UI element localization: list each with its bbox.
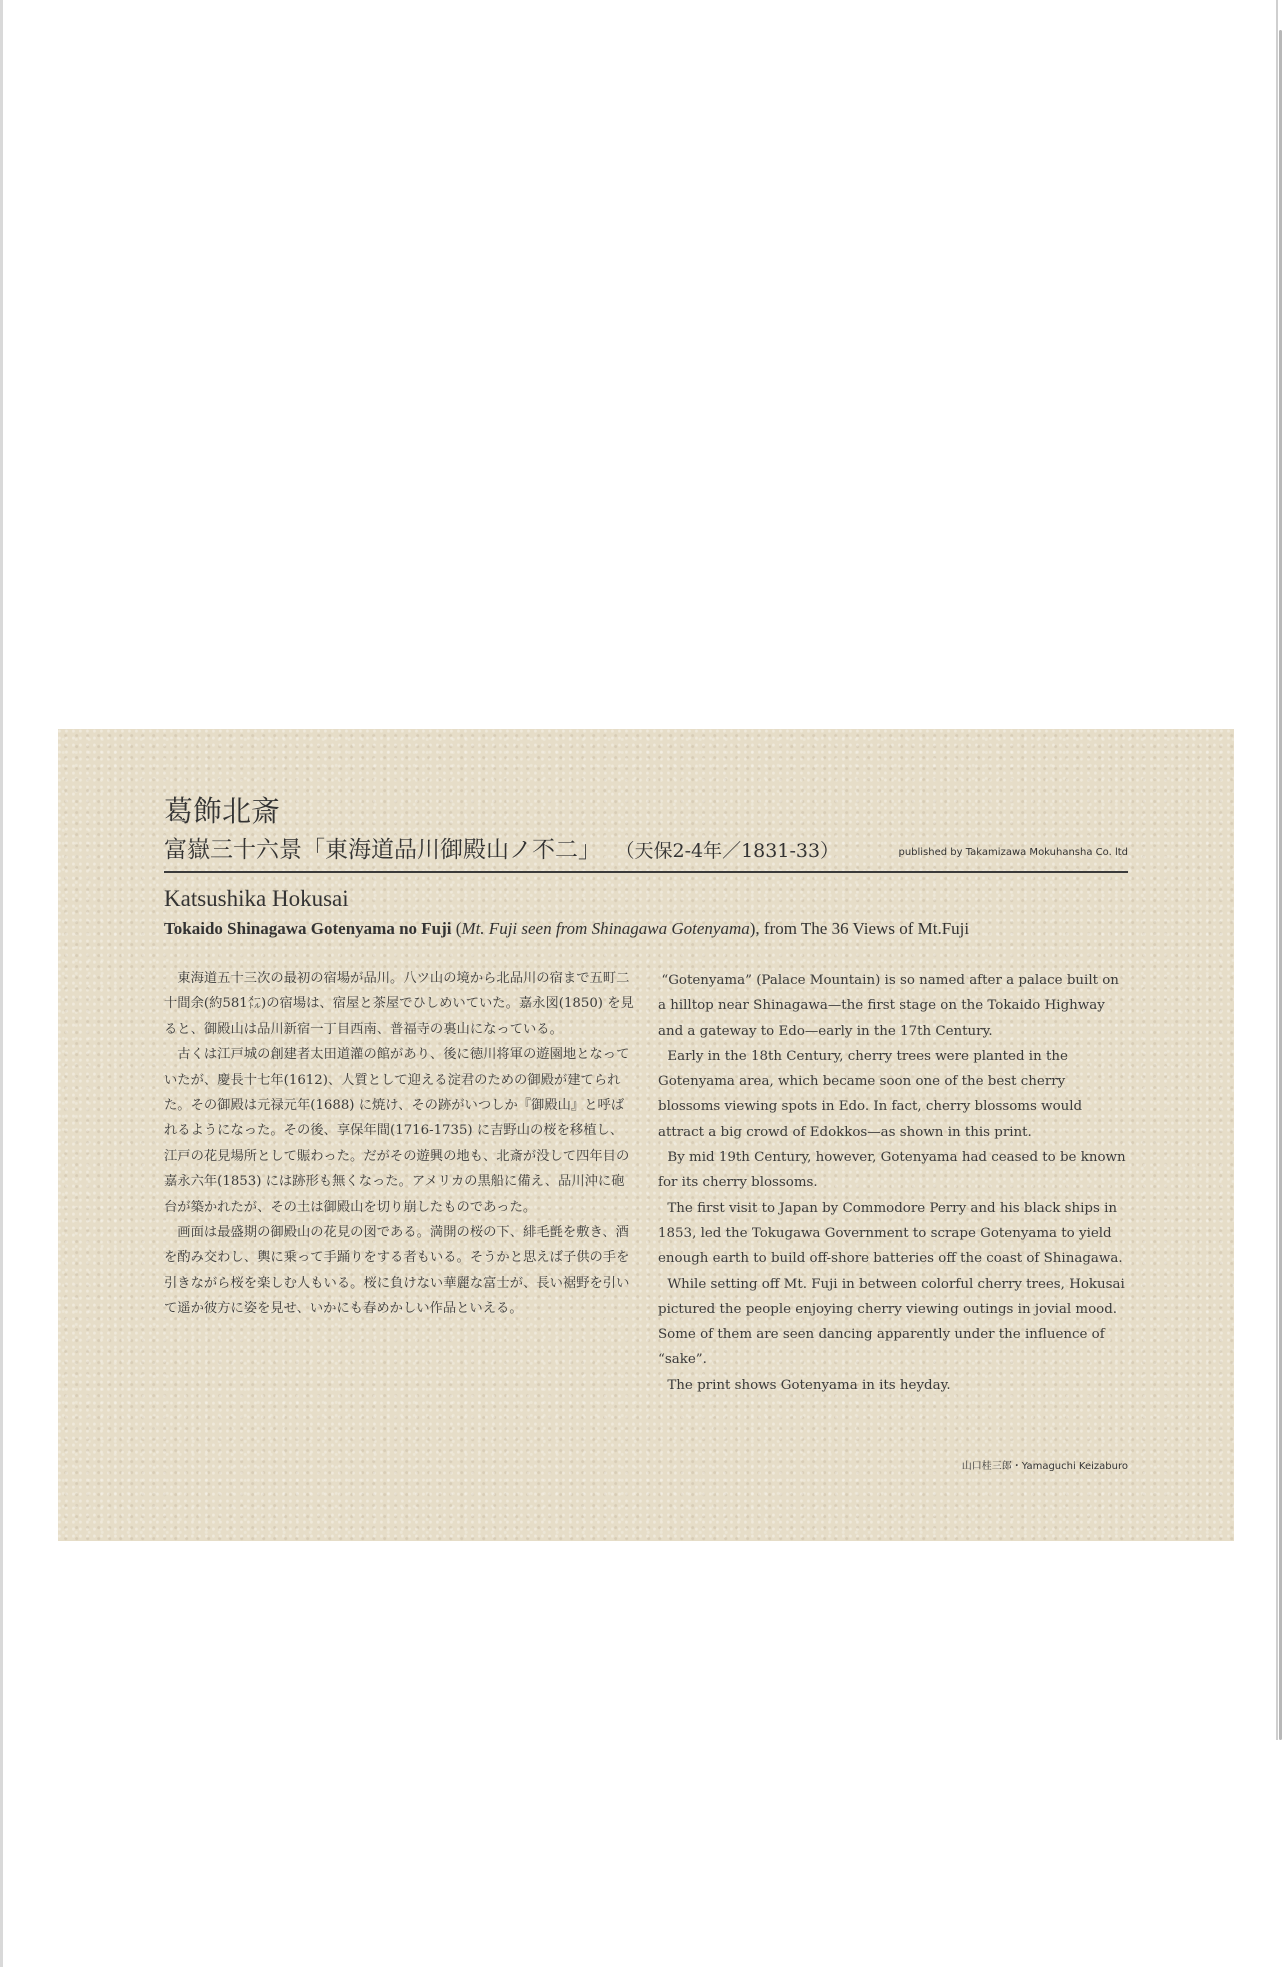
scrollbar[interactable] (1279, 30, 1282, 1740)
en-title-bold: Tokaido Shinagawa Gotenyama no Fuji (164, 919, 452, 938)
jp-paragraph: 古くは江戸城の創建者太田道灌の館があり、後に徳川将軍の遊園地となっていたが、慶長十七年(1612)、人質として迎える淀君のための御殿が建てられた。その御殿は元禄元年(1688) に焼け、その跡がいつしか『御殿山』と呼ばれるようになった。その後、享保年間(1716-1735) に吉野山の桜を移植し、江戸の花見場所として賑わった。だがその遊興の地も、北斎が没して四年目の嘉永六年(1853) には跡形も無くなった。アメリカの黒船に備え、品川沖に砲台が築かれたが、その土は御殿山を切り崩したものであった。 (164, 1047, 630, 1215)
header-divider (164, 871, 1128, 873)
en-paragraph: The first visit to Japan by Commodore Perry and his black ships in 1853, led the Tokugawa Government to scrape Gotenyama to yield enough earth to build off-shore batteries off the coast of Shinagawa. (658, 1200, 1123, 1267)
en-paragraph: “Gotenyama” (Palace Mountain) is so named after a palace built on a hilltop near Shinagawa—the first stage on the Tokaido Highway and a gateway to Edo—early in the 17th Century. (658, 973, 1119, 1039)
jp-date-range: （天保2-4年／1831-33） (625, 840, 840, 862)
jp-artist-name: 葛飾北斎 (164, 794, 281, 828)
en-paragraph: Early in the 18th Century, cherry trees were planted in the Gotenyama area, which became soon one of the best cherry blossoms viewing spots in Edo. In fact, cherry blossoms would attract a big crowd of Edokkos—as shown in this print. (658, 1048, 1083, 1140)
author-credit: 山口桂三郎・Yamaguchi Keizaburo (961, 1461, 1128, 1472)
en-print-title (164, 919, 1128, 939)
en-title-italic: Mt. Fuji seen from Shinagawa Gotenyama (461, 919, 750, 938)
jp-paragraph: 画面は最盛期の御殿山の花見の図である。満開の桜の下、緋毛氈を敷き、酒を酌み交わし、輿に乗って手踊りをする者もいる。そうかと思えば子供の手を引きながら桜を楽しむ人もいる。桜に負けない華麗な富士が、長い裾野を引いて遥か彼方に姿を見せ、いかにも春めかしい作品といえる。 (164, 1225, 630, 1317)
jp-paragraph: 東海道五十三次の最初の宿場が品川。八ツ山の境から北品川の宿まで五町二十間余(約581㍍)の宿場は、宿屋と茶屋でひしめいていた。嘉永図(1850) を見ると、御殿山は品川新宿一丁目西南、普福寺の裏山になっている。 (164, 971, 634, 1037)
jp-print-title (164, 831, 839, 864)
en-paragraph: While setting off Mt. Fuji in between colorful cherry trees, Hokusai pictured the people enjoying cherry viewing outings in jovial mood. Some of them are seen dancing apparently under the influence of “sake”. (658, 1276, 1125, 1368)
en-description-column (658, 968, 1128, 1398)
jp-description-column (164, 966, 634, 1322)
en-title-paren-open: ( (451, 919, 462, 938)
en-artist-name: Katsushika Hokusai (164, 886, 349, 911)
page-right-edge (1276, 0, 1278, 1740)
en-title-rest: ), from The 36 Views of Mt.Fuji (749, 919, 970, 938)
en-paragraph: By mid 19th Century, however, Gotenyama had ceased to be known for its cherry blossoms. (658, 1150, 1126, 1191)
en-paragraph: The print shows Gotenyama in its heyday. (667, 1377, 951, 1393)
page-left-edge (0, 0, 3, 1967)
jp-title-text: 富嶽三十六景「東海道品川御殿山ノ不二」 (164, 837, 601, 863)
description-card (58, 729, 1234, 1541)
publisher-credit: published by Takamizawa Mokuhansha Co. ltd (898, 847, 1128, 858)
